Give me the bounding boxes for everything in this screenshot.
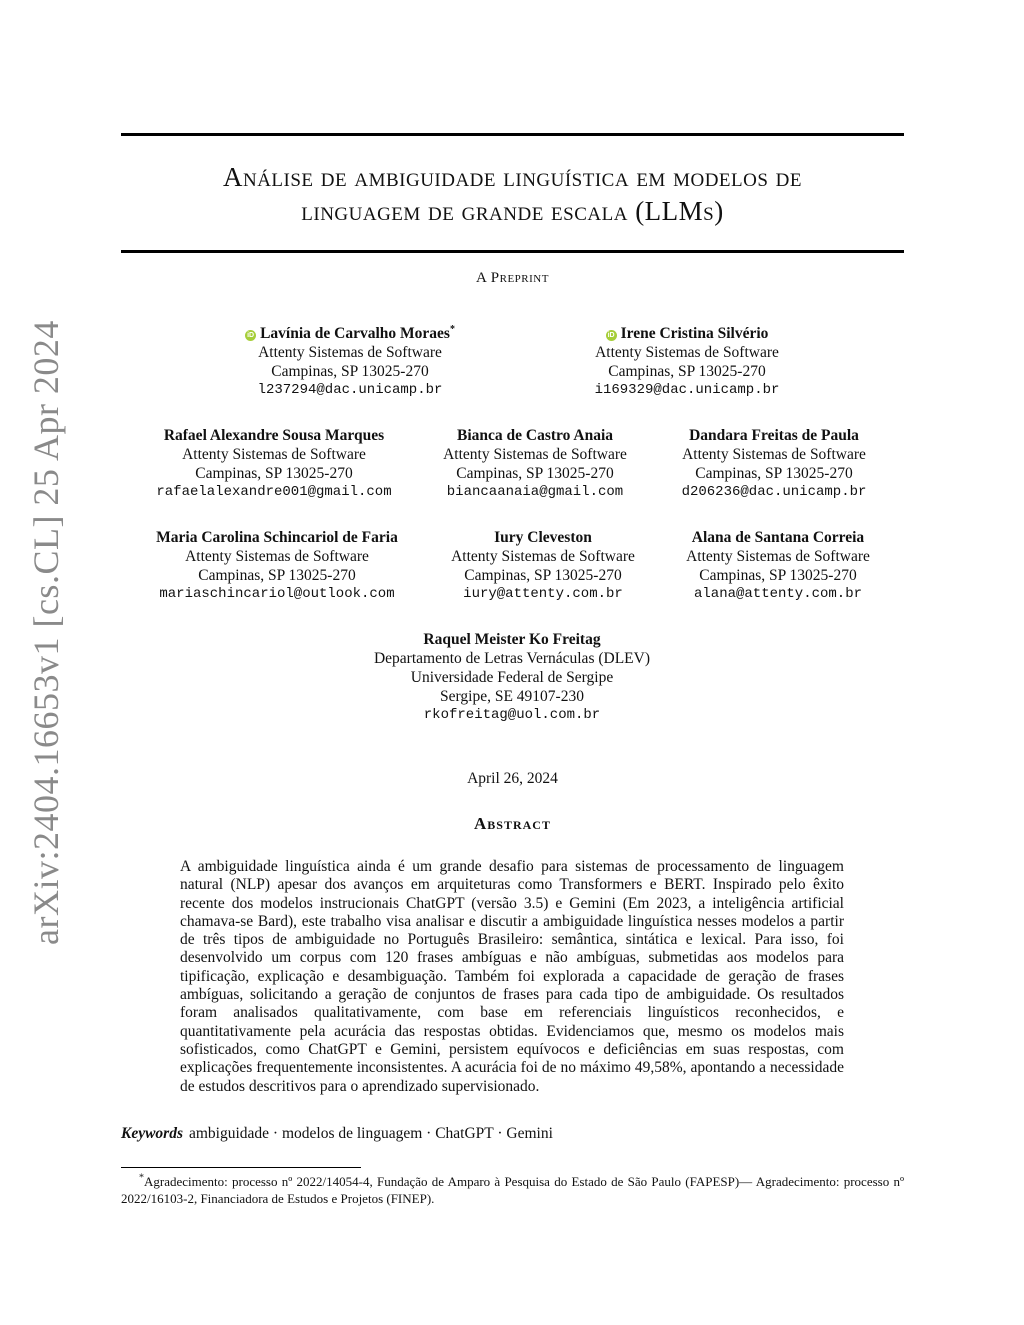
abstract-body: A ambiguidade linguística ainda é um grande desafio para sistemas de processamento de linguagem natural (NLP) apesar dos avanços em arquiteturas como Transformers e BERT. Inspirado pelo êxito recente dos modelos instrucionais ChatGPT (versão 3.5) e Gemini (Em 2023, a inteligência artificial chamava-se Bard), este trabalho visa analisar e discutir a ambiguidade linguística nesses modelos a partir de três tipos de ambiguidade no Português Brasileiro: semântica, sintática e lexical. Para isso, foi desenvolvido um corpus com 120 frases ambíguas e não ambíguas, submetidas aos modelos para tipificação, explicação e desambiguação. Também foi explorada a capacidade de geração de frases ambíguas, solicitando a geração de conjuntos de frases para cada tipo de ambiguidade. Os resultados foram analisados qualitativamente, com base em referenciais linguísticos reconhecidos, e quantitativamente pela acurácia das respostas obtidas. Evidenciamos que, mesmo os modelos mais sofisticados, como ChatGPT e Gemini, persistem equívocos e deficiências em suas respostas, com explicações frequentemente inconsistentes. A acurácia foi de no máximo 49,58%, apontando a necessidade de estudos descritivos para o aprendizado supervisionado.: [180, 858, 844, 1095]
preprint-label: A Preprint: [476, 270, 549, 286]
author-affiliation: Attenty Sistemas de Software: [185, 548, 369, 565]
author-address: Campinas, SP 13025-270: [198, 567, 356, 584]
author-block-3: [124, 426, 424, 502]
author-name: iD Irene Cristina Silvério: [607, 325, 769, 342]
footnote-rule: [121, 1167, 361, 1168]
arxiv-identifier-stamp: arXiv:2404.16653v1 [cs.CL] 25 Apr 2024: [26, 320, 66, 945]
author-email[interactable]: iury@attenty.com.br: [463, 586, 623, 602]
author-name: Maria Carolina Schincariol de Faria: [156, 529, 398, 546]
title-line-2: linguagem de grande escala (LLMs): [301, 196, 724, 226]
author-address: Campinas, SP 13025-270: [195, 465, 353, 482]
title-top-rule: [121, 133, 904, 136]
author-address: Campinas, SP 13025-270: [464, 567, 622, 584]
author-affiliation: Attenty Sistemas de Software: [595, 344, 779, 361]
author-address: Campinas, SP 13025-270: [271, 363, 429, 380]
orcid-icon[interactable]: iD: [247, 332, 255, 339]
footnote: [121, 1173, 904, 1207]
author-email[interactable]: alana@attenty.com.br: [693, 586, 863, 602]
author-department: Departamento de Letras Vernáculas (DLEV): [373, 650, 650, 667]
paper-title: [121, 160, 904, 228]
author-name: Rafael Alexandre Sousa Marques: [163, 427, 385, 444]
author-affiliation: Attenty Sistemas de Software: [182, 446, 366, 463]
author-block-9: [312, 630, 712, 725]
author-name: iD Lavínia de Carvalho Moraes*: [247, 323, 455, 342]
footnote-marker: *: [139, 1172, 144, 1184]
author-affiliation: Attenty Sistemas de Software: [682, 446, 866, 463]
publication-date: April 26, 2024: [467, 770, 558, 787]
author-address: Campinas, SP 13025-270: [456, 465, 614, 482]
author-address: Campinas, SP 13025-270: [699, 567, 857, 584]
footnote-marker[interactable]: *: [449, 323, 455, 335]
author-email[interactable]: l237294@dac.unicamp.br: [257, 382, 443, 398]
author-email[interactable]: mariaschincariol@outlook.com: [159, 586, 395, 602]
footnote-text: Agradecimento: processo nº 2022/14054-4, Fundação de Amparo à Pesquisa do Estado de São Paulo (FAPESP)— Agradecimento: processo nº 2022/16103-2, Financiadora de Estudos e Projetos (FINEP).: [121, 1174, 904, 1206]
author-email[interactable]: rkofreitag@uol.com.br: [423, 707, 601, 723]
keywords-list: ambiguidade · modelos de linguagem · ChatGPT · Gemini: [189, 1125, 553, 1142]
author-address: Campinas, SP 13025-270: [608, 363, 766, 380]
author-address: Sergipe, SE 49107-230: [440, 688, 584, 705]
keywords-line: [121, 1125, 553, 1143]
author-block-5: [624, 426, 924, 502]
author-block-1: [200, 324, 500, 400]
title-bottom-rule: [121, 250, 904, 253]
author-affiliation: Attenty Sistemas de Software: [451, 548, 635, 565]
author-affiliation: Attenty Sistemas de Software: [258, 344, 442, 361]
orcid-icon[interactable]: iD: [607, 332, 615, 339]
author-email[interactable]: rafaelalexandre001@gmail.com: [156, 484, 392, 500]
author-block-8: [628, 528, 928, 604]
author-name: Dandara Freitas de Paula: [689, 427, 859, 444]
author-affiliation: Attenty Sistemas de Software: [443, 446, 627, 463]
title-line-1: Análise de ambiguidade linguística em modelos de: [222, 162, 802, 192]
author-name: Raquel Meister Ko Freitag: [423, 631, 601, 648]
author-name: Iury Cleveston: [494, 529, 592, 546]
author-email[interactable]: i169329@dac.unicamp.br: [594, 382, 780, 398]
author-affiliation: Attenty Sistemas de Software: [686, 548, 870, 565]
abstract-heading: Abstract: [474, 814, 551, 833]
author-address: Campinas, SP 13025-270: [695, 465, 853, 482]
author-block-2: [537, 324, 837, 400]
author-email[interactable]: d206236@dac.unicamp.br: [681, 484, 867, 500]
author-affiliation: Universidade Federal de Sergipe: [410, 669, 614, 686]
author-name: Bianca de Castro Anaia: [456, 427, 614, 444]
keywords-label: Keywords: [121, 1125, 183, 1142]
author-block-6: [122, 528, 432, 604]
author-name: Alana de Santana Correia: [691, 529, 865, 546]
author-email[interactable]: biancaanaia@gmail.com: [446, 484, 624, 500]
